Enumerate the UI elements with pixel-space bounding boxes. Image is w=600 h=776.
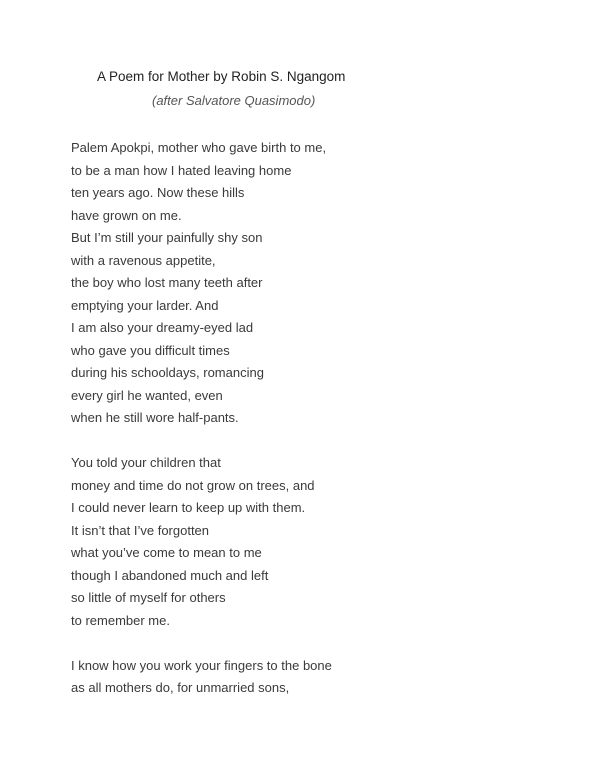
poem-line: as all mothers do, for unmarried sons, xyxy=(71,680,290,695)
poem-line: to remember me. xyxy=(71,612,170,628)
poem-line: You told your children that xyxy=(71,455,221,470)
poem-line: I could never learn to keep up with them. xyxy=(71,500,306,515)
poem-title: A Poem for Mother by Robin S. Ngangom xyxy=(97,69,346,84)
poem-line: who gave you difficult times xyxy=(71,342,230,358)
poem-line: emptying your larder. And xyxy=(71,297,219,313)
poem-line: have grown on me. xyxy=(71,207,182,223)
poem-line: with a ravenous appetite, xyxy=(71,252,216,268)
poem-subtitle: (after Salvatore Quasimodo) xyxy=(152,93,316,108)
poem-line: money and time do not grow on trees, and xyxy=(71,477,315,493)
poem-line: every girl he wanted, even xyxy=(71,387,223,403)
stanza xyxy=(71,655,551,700)
poem-line: though I abandoned much and left xyxy=(71,567,269,583)
poem-line: Palem Apokpi, mother who gave birth to me, xyxy=(71,140,327,155)
poem-line: I know how you work your fingers to the bone xyxy=(71,657,332,673)
poem-body xyxy=(71,137,551,722)
poem-line: when he still wore half-pants. xyxy=(71,410,239,425)
poem-line: to be a man how I hated leaving home xyxy=(71,162,292,178)
poem-line: I am also your dreamy-eyed lad xyxy=(71,320,254,335)
stanza xyxy=(71,452,551,632)
poem-line: so little of myself for others xyxy=(71,590,226,605)
poem-line: what you’ve come to mean to me xyxy=(71,545,262,560)
poem-line: But I’m still your painfully shy son xyxy=(71,230,263,245)
poem-line: the boy who lost many teeth after xyxy=(71,275,263,290)
stanza xyxy=(71,137,551,430)
poem-line: during his schooldays, romancing xyxy=(71,365,264,380)
poem-line: ten years ago. Now these hills xyxy=(71,185,245,200)
poem-line: It isn’t that I’ve forgotten xyxy=(71,522,210,538)
